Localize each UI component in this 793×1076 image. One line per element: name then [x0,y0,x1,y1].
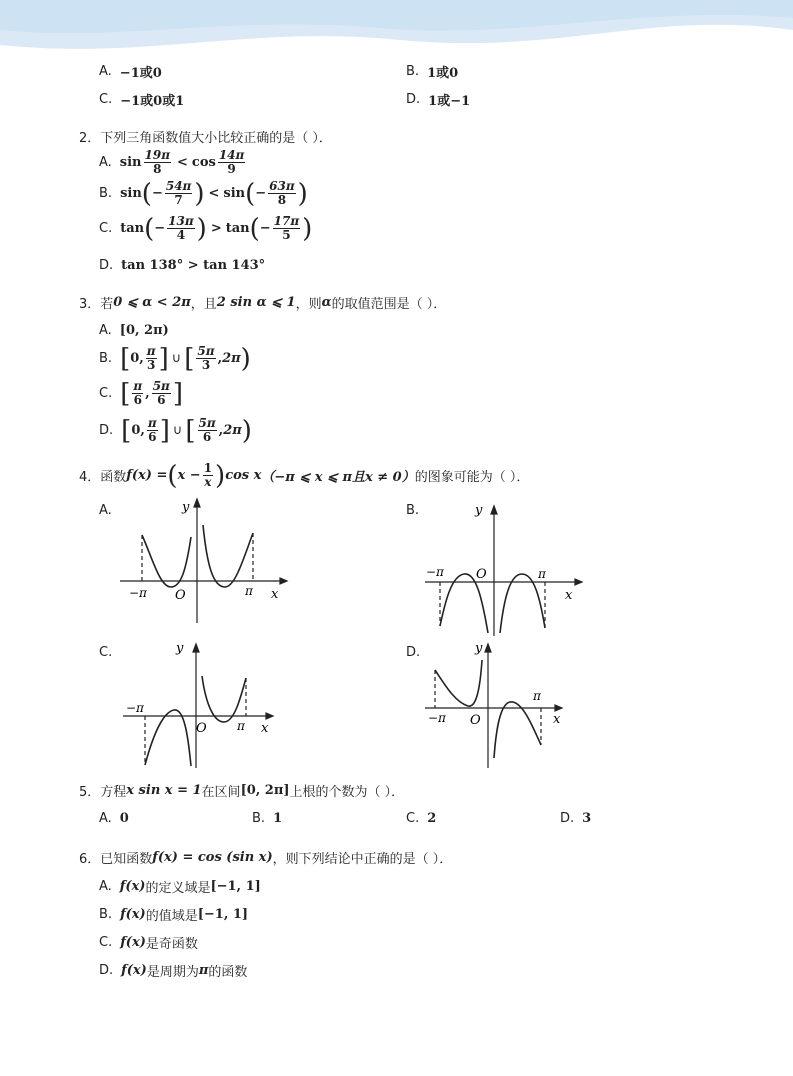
q6-stem: 6．已知函数 f(x) = cos (sin x) ，则下列结论中正确的是（ ）． [79,850,453,867]
q4-graph-b [420,498,590,638]
q5-option-a: A. 0 [99,811,129,826]
q3-option-c: C. [ $\frac{\pi}{6}$ , $\frac{5\pi}{6}$ ] [99,378,183,409]
svg-text:x: x [565,588,573,603]
q1-option-b: B. 1或0 [406,64,459,81]
svg-text:−π: −π [129,586,147,600]
q6-option-b: B. f(x) 的值域是 [−1, 1] [99,907,249,924]
svg-text:π: π [237,719,245,733]
q3-option-a: A. [0, 2π) [99,323,169,338]
q6-option-d: D. f(x) 是周期为 π 的函数 [99,963,248,980]
q4-option-b-label: B. [406,503,420,518]
svg-text:−π: −π [126,701,144,715]
q4-graph-d [420,640,590,770]
q4-stem: 4．函数 f(x) = ( x − $\frac{1}{x}$ ) cos x （−π ⩽ x ⩽ π且x ≠ 0） 的图象可能为（ ）． [79,460,530,491]
svg-text:π: π [245,584,253,598]
q4-graph-c [118,640,288,770]
svg-text:−π: −π [426,565,444,579]
q2-option-b: B. sin ( − $\frac{54\pi}{7}$ ) < sin ( − $\frac{63\pi}{8}$ ) [99,178,308,209]
q2-option-c: C. tan ( − $\frac{13\pi}{4}$ ) > tan ( − $\frac{17\pi}{5}$ ) [99,213,313,244]
q5-option-d: D. 3 [560,811,592,826]
svg-text:O: O [175,588,186,603]
q3-option-b: B. [ 0, $\frac{\pi}{3}$ ] ∪ [ $\frac{5\pi}{3}$ , 2π ) [99,343,251,374]
svg-text:y: y [475,641,483,656]
svg-text:O: O [476,567,487,582]
q2-option-d: D. tan 138° > tan 143° [99,258,266,273]
q2-stem: 2．下列三角函数值大小比较正确的是（ ）． [79,131,332,146]
svg-text:O: O [470,713,481,728]
q4-option-c-label: C. [99,645,113,660]
q1-option-d: D. 1或−1 [406,92,471,109]
q4-option-d-label: D. [406,645,421,660]
q5-option-b: B. 1 [252,811,283,826]
q6-option-c: C. f(x) 是奇函数 [99,935,198,952]
svg-text:x: x [271,587,279,602]
q6-option-a: A. f(x) 的定义域是 [−1, 1] [99,879,261,896]
svg-text:π: π [538,567,546,581]
svg-text:x: x [261,721,269,736]
svg-text:y: y [176,641,184,656]
q3-stem: 3．若 0 ⩽ α < 2π ，且 2 sin α ⩽ 1 ，则 α 的取值范围是（ ）． [79,295,447,312]
q5-stem: 5．方程 x sin x = 1 在区间 [0, 2π] 上根的个数为（ ）． [79,783,405,800]
svg-text:O: O [196,721,207,736]
q4-graph-a [115,495,290,625]
q1-option-c: C. −1或0或1 [99,92,185,109]
svg-text:y: y [182,500,190,515]
svg-text:x: x [553,712,561,727]
header-wave-decoration [0,0,793,58]
q4-option-a-label: A. [99,503,112,518]
svg-text:π: π [533,689,541,703]
svg-text:y: y [475,503,483,518]
svg-text:−π: −π [428,711,446,725]
q1-option-a: A. −1或0 [99,64,162,81]
q2-option-a: A. sin $\frac{19\pi}{8}$ < cos $\frac{14\pi}{9}$ [99,148,245,176]
q5-option-c: C. 2 [406,811,437,826]
q3-option-d: D. [ 0, $\frac{\pi}{6}$ ] ∪ [ $\frac{5\pi}{6}$ , 2π ) [99,415,252,446]
